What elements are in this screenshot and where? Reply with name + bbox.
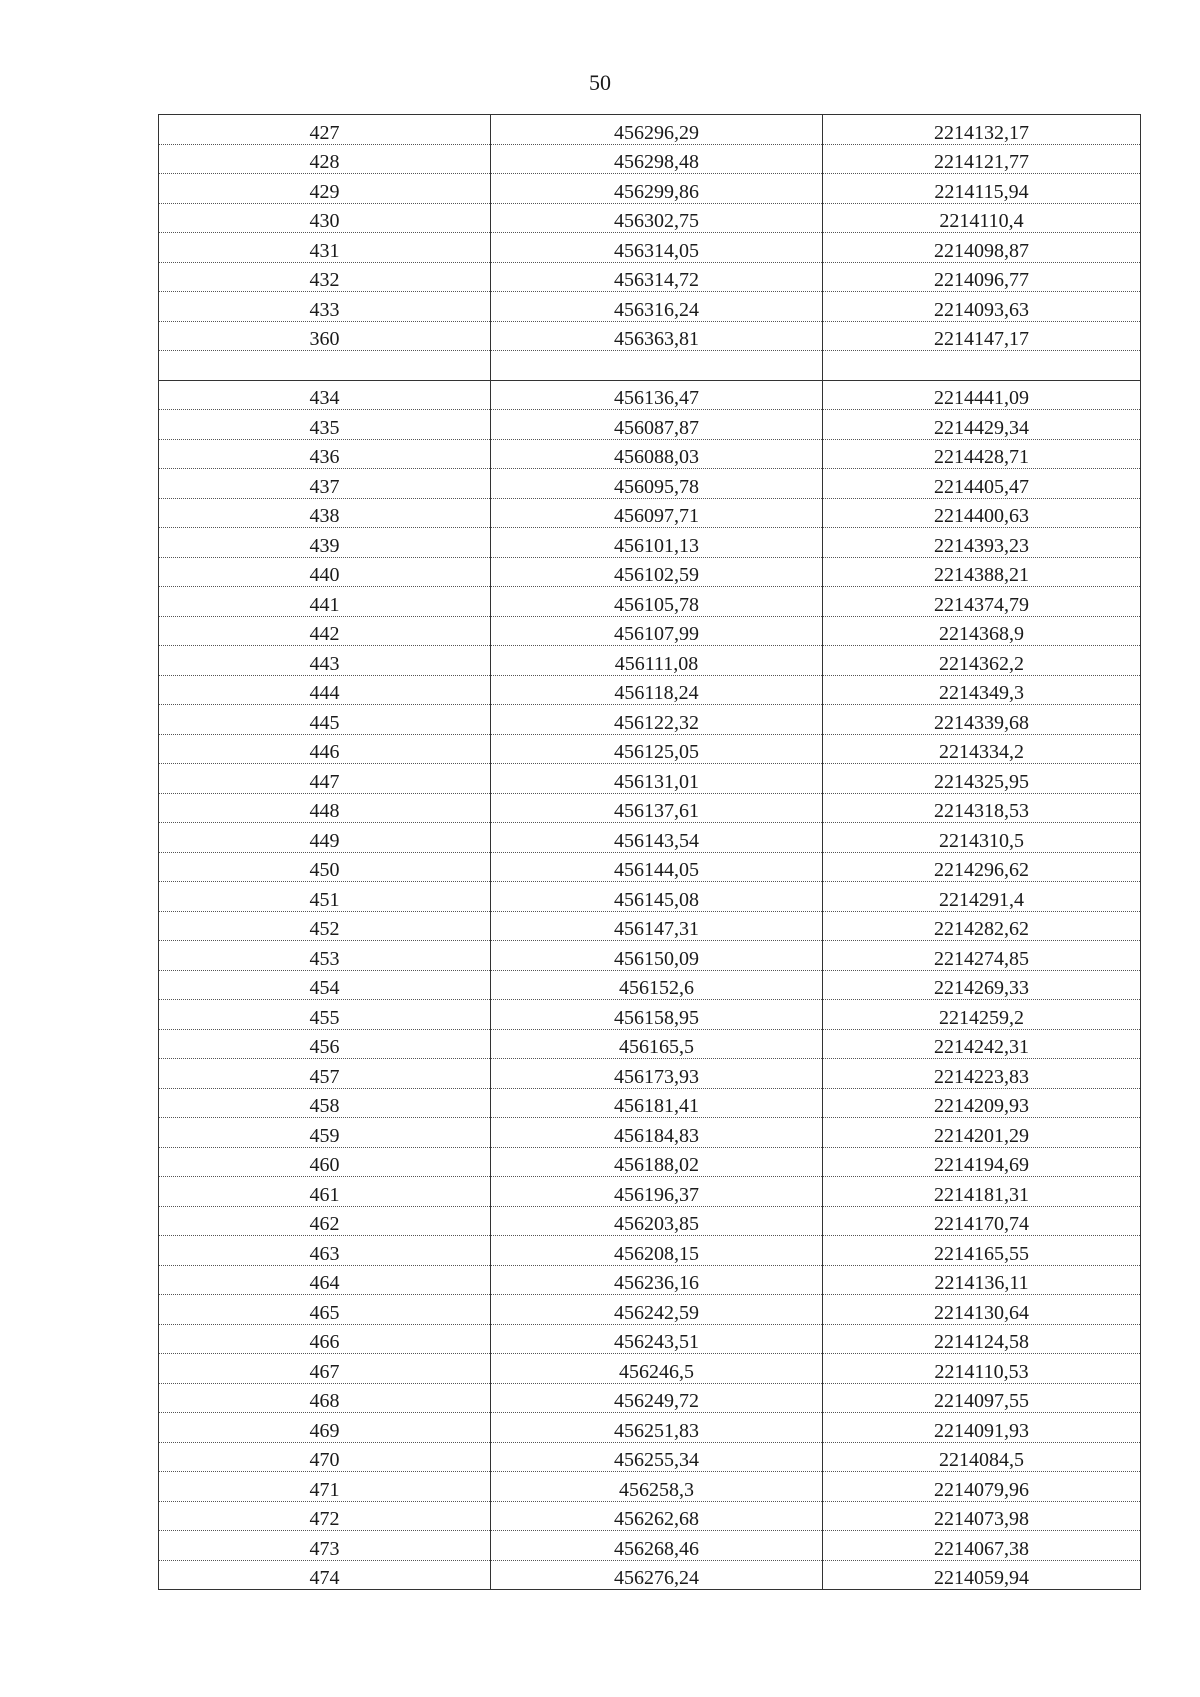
point-number-cell: 430: [159, 203, 491, 233]
y-coordinate-cell: 2214339,68: [823, 705, 1141, 735]
x-coordinate-cell: 456246,5: [491, 1354, 823, 1384]
table-row: [159, 1177, 1141, 1207]
x-coordinate-cell: 456196,37: [491, 1177, 823, 1207]
point-number-cell: 467: [159, 1354, 491, 1384]
x-coordinate-cell: 456150,09: [491, 941, 823, 971]
table-row: [159, 1059, 1141, 1089]
point-number-cell: 441: [159, 587, 491, 617]
table-row: [159, 823, 1141, 853]
point-number-cell: 464: [159, 1265, 491, 1295]
y-coordinate-cell: 2214291,4: [823, 882, 1141, 912]
x-coordinate-cell: 456102,59: [491, 557, 823, 587]
x-coordinate-cell: 456122,32: [491, 705, 823, 735]
x-coordinate-cell: 456243,51: [491, 1324, 823, 1354]
y-coordinate-cell: 2214091,93: [823, 1413, 1141, 1443]
point-number-cell: 428: [159, 144, 491, 174]
point-number-cell: 445: [159, 705, 491, 735]
x-coordinate-cell: 456131,01: [491, 764, 823, 794]
x-coordinate-cell: 456152,6: [491, 970, 823, 1000]
y-coordinate-cell: 2214124,58: [823, 1324, 1141, 1354]
point-number-cell: 459: [159, 1118, 491, 1148]
y-coordinate-cell: 2214349,3: [823, 675, 1141, 705]
table-row: [159, 321, 1141, 351]
x-coordinate-cell: 456258,3: [491, 1472, 823, 1502]
point-number-cell: 447: [159, 764, 491, 794]
point-number-cell: 461: [159, 1177, 491, 1207]
table-row: [159, 646, 1141, 676]
y-coordinate-cell: 2214362,2: [823, 646, 1141, 676]
y-coordinate-cell: 2214269,33: [823, 970, 1141, 1000]
x-coordinate-cell: 456087,87: [491, 410, 823, 440]
point-number-cell: 452: [159, 911, 491, 941]
point-number-cell: 474: [159, 1560, 491, 1590]
coordinates-table-body: [159, 115, 1141, 1590]
table-row: [159, 292, 1141, 322]
y-coordinate-cell: 2214097,55: [823, 1383, 1141, 1413]
table-row: [159, 439, 1141, 469]
point-number-cell: 440: [159, 557, 491, 587]
x-coordinate-cell: 456118,24: [491, 675, 823, 705]
y-coordinate-cell: 2214165,55: [823, 1236, 1141, 1266]
table-row: [159, 734, 1141, 764]
x-coordinate-cell: 456203,85: [491, 1206, 823, 1236]
table-separator-row: [159, 351, 1141, 381]
x-coordinate-cell: 456136,47: [491, 380, 823, 410]
table-row: [159, 115, 1141, 145]
table-row: [159, 705, 1141, 735]
x-coordinate-cell: 456296,29: [491, 115, 823, 145]
table-row: [159, 498, 1141, 528]
point-number-cell: 434: [159, 380, 491, 410]
coordinates-table: [158, 114, 1141, 1590]
table-row: [159, 1413, 1141, 1443]
y-coordinate-cell: 2214093,63: [823, 292, 1141, 322]
table-row: [159, 852, 1141, 882]
x-coordinate-cell: 456316,24: [491, 292, 823, 322]
y-coordinate-cell: 2214059,94: [823, 1560, 1141, 1590]
table-row: [159, 1118, 1141, 1148]
table-row: [159, 1324, 1141, 1354]
y-coordinate-cell: 2214388,21: [823, 557, 1141, 587]
x-coordinate-cell: [491, 351, 823, 381]
x-coordinate-cell: 456137,61: [491, 793, 823, 823]
table-row: [159, 675, 1141, 705]
point-number-cell: 466: [159, 1324, 491, 1354]
table-row: [159, 1029, 1141, 1059]
y-coordinate-cell: 2214079,96: [823, 1472, 1141, 1502]
x-coordinate-cell: 456143,54: [491, 823, 823, 853]
x-coordinate-cell: 456144,05: [491, 852, 823, 882]
table-row: [159, 1265, 1141, 1295]
table-row: [159, 764, 1141, 794]
y-coordinate-cell: 2214242,31: [823, 1029, 1141, 1059]
y-coordinate-cell: 2214110,53: [823, 1354, 1141, 1384]
point-number-cell: 443: [159, 646, 491, 676]
y-coordinate-cell: 2214325,95: [823, 764, 1141, 794]
x-coordinate-cell: 456268,46: [491, 1531, 823, 1561]
y-coordinate-cell: 2214274,85: [823, 941, 1141, 971]
point-number-cell: 454: [159, 970, 491, 1000]
x-coordinate-cell: 456125,05: [491, 734, 823, 764]
y-coordinate-cell: 2214441,09: [823, 380, 1141, 410]
x-coordinate-cell: 456299,86: [491, 174, 823, 204]
y-coordinate-cell: 2214147,17: [823, 321, 1141, 351]
point-number-cell: 448: [159, 793, 491, 823]
table-row: [159, 616, 1141, 646]
y-coordinate-cell: 2214201,29: [823, 1118, 1141, 1148]
table-row: [159, 587, 1141, 617]
y-coordinate-cell: 2214318,53: [823, 793, 1141, 823]
point-number-cell: 444: [159, 675, 491, 705]
page-number: 50: [589, 70, 611, 95]
table-row: [159, 970, 1141, 1000]
x-coordinate-cell: 456105,78: [491, 587, 823, 617]
table-row: [159, 262, 1141, 292]
y-coordinate-cell: 2214194,69: [823, 1147, 1141, 1177]
x-coordinate-cell: 456314,05: [491, 233, 823, 263]
point-number-cell: 432: [159, 262, 491, 292]
table-row: [159, 203, 1141, 233]
y-coordinate-cell: 2214098,87: [823, 233, 1141, 263]
table-row: [159, 557, 1141, 587]
point-number-cell: 456: [159, 1029, 491, 1059]
point-number-cell: 457: [159, 1059, 491, 1089]
x-coordinate-cell: 456184,83: [491, 1118, 823, 1148]
table-row: [159, 1354, 1141, 1384]
table-row: [159, 380, 1141, 410]
y-coordinate-cell: 2214136,11: [823, 1265, 1141, 1295]
y-coordinate-cell: 2214084,5: [823, 1442, 1141, 1472]
y-coordinate-cell: 2214296,62: [823, 852, 1141, 882]
y-coordinate-cell: 2214067,38: [823, 1531, 1141, 1561]
x-coordinate-cell: 456208,15: [491, 1236, 823, 1266]
table-row: [159, 1472, 1141, 1502]
x-coordinate-cell: 456262,68: [491, 1501, 823, 1531]
y-coordinate-cell: 2214282,62: [823, 911, 1141, 941]
x-coordinate-cell: 456173,93: [491, 1059, 823, 1089]
point-number-cell: 427: [159, 115, 491, 145]
y-coordinate-cell: 2214096,77: [823, 262, 1141, 292]
y-coordinate-cell: 2214428,71: [823, 439, 1141, 469]
y-coordinate-cell: 2214429,34: [823, 410, 1141, 440]
y-coordinate-cell: 2214115,94: [823, 174, 1141, 204]
x-coordinate-cell: 456107,99: [491, 616, 823, 646]
point-number-cell: 455: [159, 1000, 491, 1030]
point-number-cell: 463: [159, 1236, 491, 1266]
table-row: [159, 911, 1141, 941]
point-number-cell: 458: [159, 1088, 491, 1118]
y-coordinate-cell: 2214121,77: [823, 144, 1141, 174]
point-number-cell: 468: [159, 1383, 491, 1413]
x-coordinate-cell: 456276,24: [491, 1560, 823, 1590]
table-row: [159, 1206, 1141, 1236]
table-row: [159, 1531, 1141, 1561]
y-coordinate-cell: 2214393,23: [823, 528, 1141, 558]
point-number-cell: 453: [159, 941, 491, 971]
point-number-cell: 429: [159, 174, 491, 204]
x-coordinate-cell: 456101,13: [491, 528, 823, 558]
y-coordinate-cell: 2214334,2: [823, 734, 1141, 764]
x-coordinate-cell: 456165,5: [491, 1029, 823, 1059]
table-row: [159, 1000, 1141, 1030]
x-coordinate-cell: 456314,72: [491, 262, 823, 292]
table-row: [159, 233, 1141, 263]
point-number-cell: 473: [159, 1531, 491, 1561]
x-coordinate-cell: 456188,02: [491, 1147, 823, 1177]
table-row: [159, 882, 1141, 912]
table-row: [159, 1088, 1141, 1118]
table-row: [159, 528, 1141, 558]
x-coordinate-cell: 456088,03: [491, 439, 823, 469]
point-number-cell: 360: [159, 321, 491, 351]
y-coordinate-cell: 2214110,4: [823, 203, 1141, 233]
y-coordinate-cell: 2214405,47: [823, 469, 1141, 499]
point-number-cell: 469: [159, 1413, 491, 1443]
y-coordinate-cell: 2214368,9: [823, 616, 1141, 646]
x-coordinate-cell: 456158,95: [491, 1000, 823, 1030]
point-number-cell: 471: [159, 1472, 491, 1502]
point-number-cell: 439: [159, 528, 491, 558]
table-row: [159, 1295, 1141, 1325]
point-number-cell: 472: [159, 1501, 491, 1531]
point-number-cell: 438: [159, 498, 491, 528]
point-number-cell: 449: [159, 823, 491, 853]
point-number-cell: 465: [159, 1295, 491, 1325]
point-number-cell: 431: [159, 233, 491, 263]
table-row: [159, 1442, 1141, 1472]
x-coordinate-cell: 456242,59: [491, 1295, 823, 1325]
x-coordinate-cell: 456363,81: [491, 321, 823, 351]
x-coordinate-cell: 456251,83: [491, 1413, 823, 1443]
point-number-cell: [159, 351, 491, 381]
table-row: [159, 144, 1141, 174]
y-coordinate-cell: 2214400,63: [823, 498, 1141, 528]
y-coordinate-cell: 2214170,74: [823, 1206, 1141, 1236]
point-number-cell: 433: [159, 292, 491, 322]
y-coordinate-cell: 2214132,17: [823, 115, 1141, 145]
x-coordinate-cell: 456147,31: [491, 911, 823, 941]
x-coordinate-cell: 456097,71: [491, 498, 823, 528]
table-row: [159, 1147, 1141, 1177]
table-row: [159, 1501, 1141, 1531]
y-coordinate-cell: [823, 351, 1141, 381]
x-coordinate-cell: 456095,78: [491, 469, 823, 499]
table-row: [159, 1236, 1141, 1266]
x-coordinate-cell: 456145,08: [491, 882, 823, 912]
y-coordinate-cell: 2214130,64: [823, 1295, 1141, 1325]
point-number-cell: 442: [159, 616, 491, 646]
table-row: [159, 410, 1141, 440]
point-number-cell: 446: [159, 734, 491, 764]
point-number-cell: 450: [159, 852, 491, 882]
table-row: [159, 1560, 1141, 1590]
y-coordinate-cell: 2214374,79: [823, 587, 1141, 617]
y-coordinate-cell: 2214181,31: [823, 1177, 1141, 1207]
point-number-cell: 451: [159, 882, 491, 912]
y-coordinate-cell: 2214310,5: [823, 823, 1141, 853]
y-coordinate-cell: 2214259,2: [823, 1000, 1141, 1030]
x-coordinate-cell: 456236,16: [491, 1265, 823, 1295]
point-number-cell: 470: [159, 1442, 491, 1472]
y-coordinate-cell: 2214209,93: [823, 1088, 1141, 1118]
y-coordinate-cell: 2214223,83: [823, 1059, 1141, 1089]
table-row: [159, 1383, 1141, 1413]
point-number-cell: 460: [159, 1147, 491, 1177]
x-coordinate-cell: 456298,48: [491, 144, 823, 174]
x-coordinate-cell: 456255,34: [491, 1442, 823, 1472]
y-coordinate-cell: 2214073,98: [823, 1501, 1141, 1531]
table-row: [159, 941, 1141, 971]
x-coordinate-cell: 456111,08: [491, 646, 823, 676]
point-number-cell: 435: [159, 410, 491, 440]
table-row: [159, 174, 1141, 204]
x-coordinate-cell: 456249,72: [491, 1383, 823, 1413]
point-number-cell: 437: [159, 469, 491, 499]
point-number-cell: 436: [159, 439, 491, 469]
x-coordinate-cell: 456302,75: [491, 203, 823, 233]
table-row: [159, 469, 1141, 499]
x-coordinate-cell: 456181,41: [491, 1088, 823, 1118]
point-number-cell: 462: [159, 1206, 491, 1236]
table-row: [159, 793, 1141, 823]
